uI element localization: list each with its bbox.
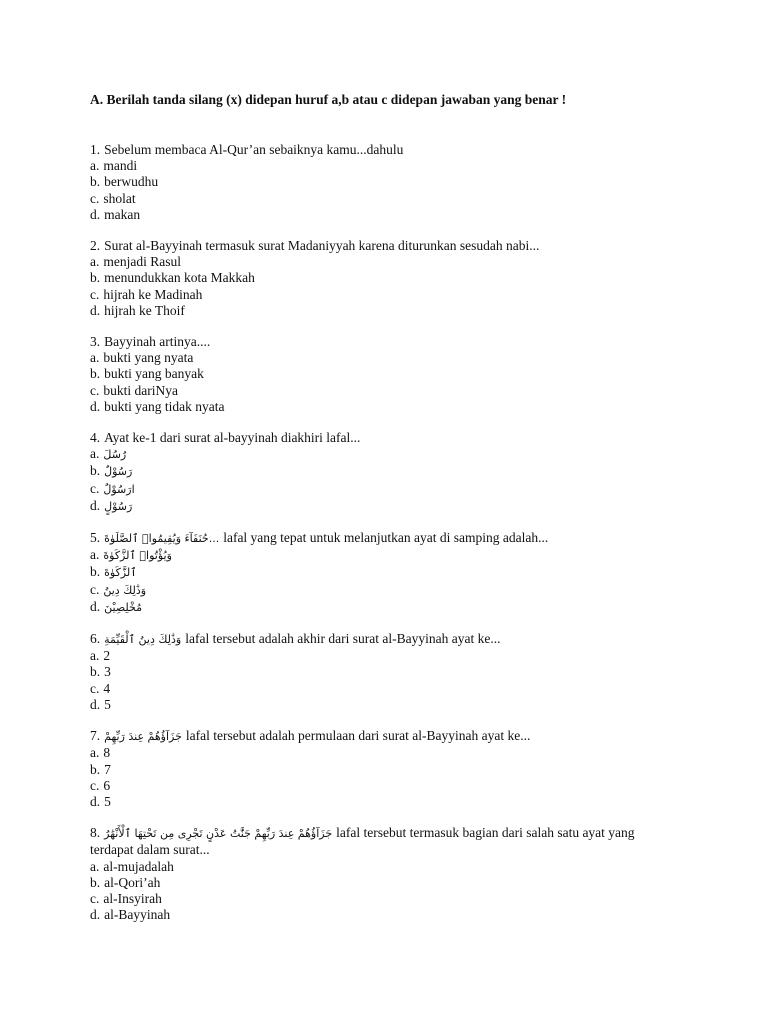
option-text: 4 [103, 680, 111, 696]
question-text: lafal tersebut adalah permulaan dari surat al-Bayyinah ayat ke... [185, 728, 531, 744]
option-text: مُخْلِصِيْنَ [104, 600, 142, 614]
answer-option [90, 762, 650, 778]
question-number: 6. [90, 631, 101, 647]
option-letter: a. [90, 547, 100, 563]
option-letter: d. [90, 302, 101, 318]
answer-option [90, 254, 650, 270]
question-arabic-text: جَزَآؤُهُمْ عِندَ رَبِّهِمْ [104, 730, 182, 744]
option-letter: c. [90, 190, 100, 206]
option-text: mandi [103, 158, 138, 174]
option-letter: d. [90, 598, 101, 614]
answer-option [90, 794, 650, 810]
question-stem [90, 631, 650, 648]
option-letter: b. [90, 664, 101, 680]
option-letter: a. [90, 350, 100, 366]
option-letter: a. [90, 648, 100, 664]
option-letter: c. [90, 777, 100, 793]
option-text: ٱلزَّكَوٰةَ [104, 566, 137, 580]
question-text: Sebelum membaca Al-Qur’an sebaiknya kamu...dahulu [104, 142, 404, 157]
question-item [90, 238, 650, 319]
question-text: lafal yang tepat untuk melanjutkan ayat di samping adalah... [223, 530, 549, 546]
option-text: 5 [104, 793, 111, 809]
option-text: menjadi Rasul [103, 254, 181, 270]
answer-option [90, 875, 650, 891]
answer-option [90, 191, 650, 207]
option-letter: c. [90, 890, 100, 906]
option-text: 6 [103, 777, 111, 793]
answer-option [90, 547, 650, 564]
answer-option [90, 648, 650, 664]
option-text: al-Qori’ah [104, 874, 161, 890]
question-text: lafal tersebut adalah akhir dari surat al-Bayyinah ayat ke... [185, 631, 501, 647]
option-text: al-Insyirah [103, 890, 162, 906]
option-text: ارَسُوْلٌ [103, 482, 135, 496]
option-text: 8 [103, 745, 111, 761]
question-item [90, 334, 650, 415]
option-text: 7 [104, 761, 111, 777]
question-item [90, 728, 650, 810]
answer-option [90, 778, 650, 794]
question-stem [90, 238, 650, 254]
option-text: رُسُلَ [103, 448, 127, 462]
option-letter: a. [90, 858, 100, 874]
answer-option [90, 859, 650, 875]
answer-option [90, 463, 650, 480]
question-number: 7. [90, 728, 101, 744]
question-arabic-text: ...حُنَفَآءَ وَيُقِيمُوا۟ ٱلصَّلَوٰةَ [104, 532, 220, 546]
option-text: bukti dariNya [103, 382, 178, 398]
answer-option [90, 303, 650, 319]
option-text: menundukkan kota Makkah [104, 270, 255, 286]
question-number: 4. [90, 430, 101, 446]
answer-option [90, 664, 650, 680]
option-letter: d. [90, 696, 101, 712]
option-letter: d. [90, 497, 101, 513]
answer-option [90, 582, 650, 599]
option-letter: c. [90, 286, 100, 302]
option-text: 3 [104, 664, 111, 680]
option-text: رَسُوْلٍ [104, 499, 133, 513]
answer-option [90, 270, 650, 286]
option-text: 2 [103, 648, 111, 664]
answer-option [90, 498, 650, 515]
option-letter: c. [90, 382, 100, 398]
answer-option [90, 366, 650, 382]
answer-option [90, 697, 650, 713]
option-letter: a. [90, 446, 100, 462]
option-letter: b. [90, 463, 101, 479]
question-stem [90, 430, 650, 446]
option-text: 5 [104, 696, 111, 712]
question-text: Bayyinah artinya.... [104, 334, 211, 350]
option-text: hijrah ke Thoif [104, 302, 185, 318]
option-text: al-Bayyinah [104, 907, 171, 923]
answer-option [90, 287, 650, 303]
question-text: Surat al-Bayyinah termasuk surat Madaniyyah karena diturunkan sesudah nabi... [104, 238, 540, 254]
question-item [90, 530, 650, 616]
question-number: 1. [90, 142, 101, 157]
question-number: 2. [90, 238, 101, 254]
answer-option [90, 599, 650, 616]
option-letter: a. [90, 745, 100, 761]
option-text: وَذَٰلِكَ دِينُ [103, 583, 147, 597]
question-arabic-text: جَزَآؤُهُمْ عِندَ رَبِّهِمْ جَنَّٰتُ عَدْنٍ تَجْرِى مِن تَحْتِهَا ٱلْأَنْهَٰرُ [104, 827, 333, 841]
question-item [90, 430, 650, 515]
option-letter: b. [90, 564, 101, 580]
answer-option [90, 446, 650, 463]
option-letter: b. [90, 174, 101, 190]
option-letter: d. [90, 907, 101, 923]
instruction-heading: A. Berilah tanda silang (x) didepan huruf a,b atau c didepan jawaban yang benar ! [90, 92, 567, 107]
option-letter: a. [90, 158, 100, 174]
question-stem [90, 142, 650, 158]
answer-option [90, 564, 650, 581]
answer-option [90, 399, 650, 415]
option-letter: d. [90, 793, 101, 809]
question-item [90, 142, 650, 223]
question-item [90, 825, 650, 923]
answer-option [90, 681, 650, 697]
option-text: وَيُؤْتُوا۟ ٱلزَّكَوٰةَ [103, 549, 172, 563]
question-stem [90, 334, 650, 350]
answer-option [90, 350, 650, 366]
answer-option [90, 745, 650, 761]
option-letter: c. [90, 581, 100, 597]
option-letter: b. [90, 270, 101, 286]
option-text: sholat [103, 190, 136, 206]
option-letter: d. [90, 206, 101, 222]
question-arabic-text: وَذَٰلِكَ دِينُ ٱلْقَيِّمَةِ [104, 633, 182, 647]
question-number: 3. [90, 334, 101, 350]
option-letter: d. [90, 398, 101, 414]
answer-option [90, 383, 650, 399]
answer-option [90, 174, 650, 190]
question-text: lafal tersebut termasuk bagian dari salah satu ayat yang terdapat dalam surat... [90, 825, 635, 858]
answer-option [90, 158, 650, 174]
answer-option [90, 891, 650, 907]
option-text: bukti yang tidak nyata [104, 398, 225, 414]
option-text: hijrah ke Madinah [103, 286, 203, 302]
option-text: رَسُوْلٌ [104, 465, 133, 479]
question-list [90, 142, 650, 938]
option-letter: b. [90, 366, 101, 382]
option-text: al-mujadalah [103, 858, 174, 874]
option-letter: b. [90, 761, 101, 777]
question-text: Ayat ke-1 dari surat al-bayyinah diakhiri lafal... [104, 430, 361, 446]
question-stem [90, 728, 650, 745]
answer-option [90, 481, 650, 498]
option-letter: c. [90, 680, 100, 696]
option-text: bukti yang nyata [103, 350, 194, 366]
option-text: bukti yang banyak [104, 366, 204, 382]
question-number: 8. [90, 825, 101, 841]
option-text: makan [104, 206, 141, 222]
answer-option [90, 907, 650, 923]
option-letter: a. [90, 254, 100, 270]
question-stem [90, 825, 650, 858]
answer-option [90, 207, 650, 223]
question-item [90, 631, 650, 713]
option-text: berwudhu [104, 174, 159, 190]
option-letter: b. [90, 874, 101, 890]
option-letter: c. [90, 480, 100, 496]
question-number: 5. [90, 530, 101, 546]
question-stem [90, 530, 650, 547]
